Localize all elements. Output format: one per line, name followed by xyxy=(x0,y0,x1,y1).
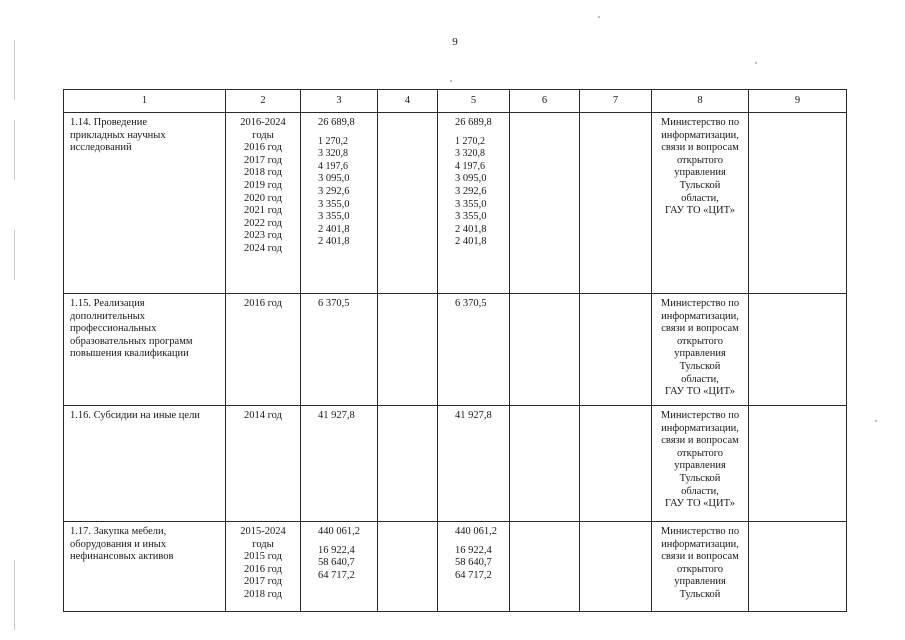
scan-margin-mark xyxy=(14,40,15,100)
amount-total: 26 689,8 xyxy=(318,117,355,128)
table-row xyxy=(64,294,847,406)
table-row xyxy=(64,406,847,522)
amount-total: 440 061,2 xyxy=(318,526,360,537)
measure-name-line: повышения квалификации xyxy=(70,348,189,360)
year-label: 2021 год xyxy=(244,205,282,217)
year-label: 2018 год xyxy=(244,167,282,179)
amount-cell xyxy=(301,406,378,522)
column-header: 3 xyxy=(301,90,378,113)
amount-cell xyxy=(301,522,378,612)
year-label: 2016 год xyxy=(244,563,282,575)
amount-total: 440 061,2 xyxy=(455,526,497,537)
empty-cell xyxy=(510,406,580,522)
header-row xyxy=(64,90,847,113)
amount-value: 3 355,0 xyxy=(318,198,350,210)
year-label: 2016 год xyxy=(244,298,282,309)
responsible-line: Тульской xyxy=(679,179,721,191)
year-label: 2024 год xyxy=(244,242,282,254)
scan-speck xyxy=(875,420,877,422)
measure-name-line: 1.16. Субсидии на иные цели xyxy=(70,410,200,421)
responsible-line: информатизации, xyxy=(661,538,739,550)
amount-value: 64 717,2 xyxy=(318,569,355,581)
amount-value: 2 401,8 xyxy=(455,223,487,235)
responsible-cell xyxy=(652,406,749,522)
responsible-line: области, xyxy=(681,192,719,204)
empty-cell xyxy=(378,294,438,406)
amount-cell xyxy=(301,294,378,406)
amount-value: 2 401,8 xyxy=(318,236,350,248)
empty-cell xyxy=(378,522,438,612)
page-number: 9 xyxy=(452,36,458,48)
year-label: 2022 год xyxy=(244,217,282,229)
period-cell xyxy=(226,113,301,294)
amount-cell xyxy=(438,406,510,522)
responsible-line: Министерство по xyxy=(660,298,740,309)
column-header: 8 xyxy=(652,90,749,113)
table-row xyxy=(64,113,847,294)
measure-name-line: профессиональных xyxy=(70,323,157,335)
amount-total: 41 927,8 xyxy=(455,410,492,421)
amount-cell xyxy=(438,113,510,294)
amount-value: 3 095,0 xyxy=(455,173,487,185)
empty-cell xyxy=(580,113,652,294)
responsible-line: ГАУ ТО «ЦИТ» xyxy=(665,498,735,510)
scan-speck xyxy=(598,16,600,18)
amount-value: 3 292,6 xyxy=(455,185,487,197)
year-label: 2016 год xyxy=(244,142,282,154)
responsible-line: информатизации, xyxy=(661,310,739,322)
responsible-line: связи и вопросам xyxy=(661,435,739,447)
period-cell xyxy=(226,406,301,522)
responsible-line: открытого xyxy=(676,447,724,459)
measure-name-line: образовательных программ xyxy=(70,335,193,347)
empty-cell xyxy=(510,113,580,294)
responsible-line: открытого xyxy=(676,335,724,347)
responsible-line: управления xyxy=(674,167,726,179)
scan-margin-mark xyxy=(14,230,15,280)
amount-value: 3 320,8 xyxy=(455,148,485,160)
amount-value: 3 095,0 xyxy=(318,173,350,185)
scan-margin-mark xyxy=(14,120,15,180)
column-header: 6 xyxy=(510,90,580,113)
measure-name-line: нефинансовых активов xyxy=(70,551,174,563)
amount-value: 16 922,4 xyxy=(455,544,492,556)
period-range: 2015-2024 xyxy=(240,526,286,537)
year-label: 2014 год xyxy=(244,410,282,421)
year-label: 2018 год xyxy=(244,588,282,600)
amount-value: 3 292,6 xyxy=(318,185,350,197)
amount-cell xyxy=(438,294,510,406)
year-label: 2023 год xyxy=(244,230,282,242)
responsible-line: области, xyxy=(681,373,719,385)
amount-value: 3 355,0 xyxy=(318,211,350,223)
amount-value: 4 197,6 xyxy=(455,160,485,172)
responsible-line: Министерство по xyxy=(660,117,740,128)
amount-total: 6 370,5 xyxy=(318,298,350,309)
responsible-cell xyxy=(652,294,749,406)
amount-value: 1 270,2 xyxy=(318,135,348,147)
scan-speck xyxy=(755,62,757,64)
empty-cell xyxy=(749,406,847,522)
amount-value: 4 197,6 xyxy=(318,160,348,172)
column-header: 7 xyxy=(580,90,652,113)
period-cell xyxy=(226,294,301,406)
measure-name-cell xyxy=(64,522,226,612)
empty-cell xyxy=(580,294,652,406)
year-label: 2017 год xyxy=(244,576,282,588)
period-range: 2016-2024 xyxy=(240,117,286,128)
program-table xyxy=(63,89,847,612)
empty-cell xyxy=(749,522,847,612)
responsible-line: Министерство по xyxy=(660,526,740,537)
period-cell xyxy=(226,522,301,612)
year-label: 2020 год xyxy=(244,192,282,204)
column-header: 2 xyxy=(226,90,301,113)
empty-cell xyxy=(580,406,652,522)
period-range-unit: годы xyxy=(252,538,274,550)
amount-total: 6 370,5 xyxy=(455,298,487,309)
responsible-line: открытого xyxy=(676,154,724,166)
scan-margin-mark xyxy=(14,560,15,630)
amount-value: 58 640,7 xyxy=(318,557,355,569)
responsible-line: открытого xyxy=(676,563,724,575)
empty-cell xyxy=(510,522,580,612)
measure-name-cell xyxy=(64,406,226,522)
amount-value: 1 270,2 xyxy=(455,135,485,147)
responsible-cell xyxy=(652,522,749,612)
column-header: 9 xyxy=(749,90,847,113)
amount-value: 3 355,0 xyxy=(455,211,487,223)
responsible-line: ГАУ ТО «ЦИТ» xyxy=(665,386,735,398)
amount-total: 41 927,8 xyxy=(318,410,355,421)
responsible-line: управления xyxy=(674,576,726,588)
responsible-line: связи и вопросам xyxy=(661,551,739,563)
responsible-line: ГАУ ТО «ЦИТ» xyxy=(665,205,735,217)
amount-value: 2 401,8 xyxy=(455,236,487,248)
table-row xyxy=(64,522,847,612)
responsible-line: Тульской xyxy=(679,588,721,600)
amount-value: 16 922,4 xyxy=(318,544,355,556)
responsible-line: Тульской xyxy=(679,360,721,372)
measure-name-cell xyxy=(64,294,226,406)
amount-value: 3 320,8 xyxy=(318,148,348,160)
amount-cell xyxy=(438,522,510,612)
amount-value: 58 640,7 xyxy=(455,557,492,569)
year-label: 2017 год xyxy=(244,154,282,166)
empty-cell xyxy=(510,294,580,406)
responsible-line: информатизации, xyxy=(661,129,739,141)
responsible-line: связи и вопросам xyxy=(661,142,739,154)
measure-name-line: исследований xyxy=(70,142,132,154)
responsible-line: управления xyxy=(674,348,726,360)
measure-name-line: оборудования и иных xyxy=(70,538,167,550)
responsible-line: управления xyxy=(674,460,726,472)
column-header: 4 xyxy=(378,90,438,113)
amount-cell xyxy=(301,113,378,294)
responsible-line: связи и вопросам xyxy=(661,323,739,335)
measure-name-line: дополнительных xyxy=(70,310,146,322)
year-label: 2015 год xyxy=(244,551,282,563)
column-header: 1 xyxy=(64,90,226,113)
empty-cell xyxy=(580,522,652,612)
measure-name-cell xyxy=(64,113,226,294)
responsible-line: области, xyxy=(681,485,719,497)
empty-cell xyxy=(749,294,847,406)
empty-cell xyxy=(378,406,438,522)
empty-cell xyxy=(378,113,438,294)
year-label: 2019 год xyxy=(244,179,282,191)
measure-name-line: прикладных научных xyxy=(70,129,166,141)
amount-value: 2 401,8 xyxy=(318,223,350,235)
amount-value: 3 355,0 xyxy=(455,198,487,210)
responsible-line: Тульской xyxy=(679,472,721,484)
empty-cell xyxy=(749,113,847,294)
amount-total: 26 689,8 xyxy=(455,117,492,128)
responsible-line: Министерство по xyxy=(660,410,740,421)
responsible-line: информатизации, xyxy=(661,422,739,434)
responsible-cell xyxy=(652,113,749,294)
measure-name-line: 1.17. Закупка мебели, xyxy=(70,526,167,537)
period-range-unit: годы xyxy=(252,129,274,141)
column-header: 5 xyxy=(438,90,510,113)
scan-speck xyxy=(450,80,452,82)
measure-name-line: 1.15. Реализация xyxy=(70,298,145,309)
amount-value: 64 717,2 xyxy=(455,569,492,581)
measure-name-line: 1.14. Проведение xyxy=(70,117,148,128)
